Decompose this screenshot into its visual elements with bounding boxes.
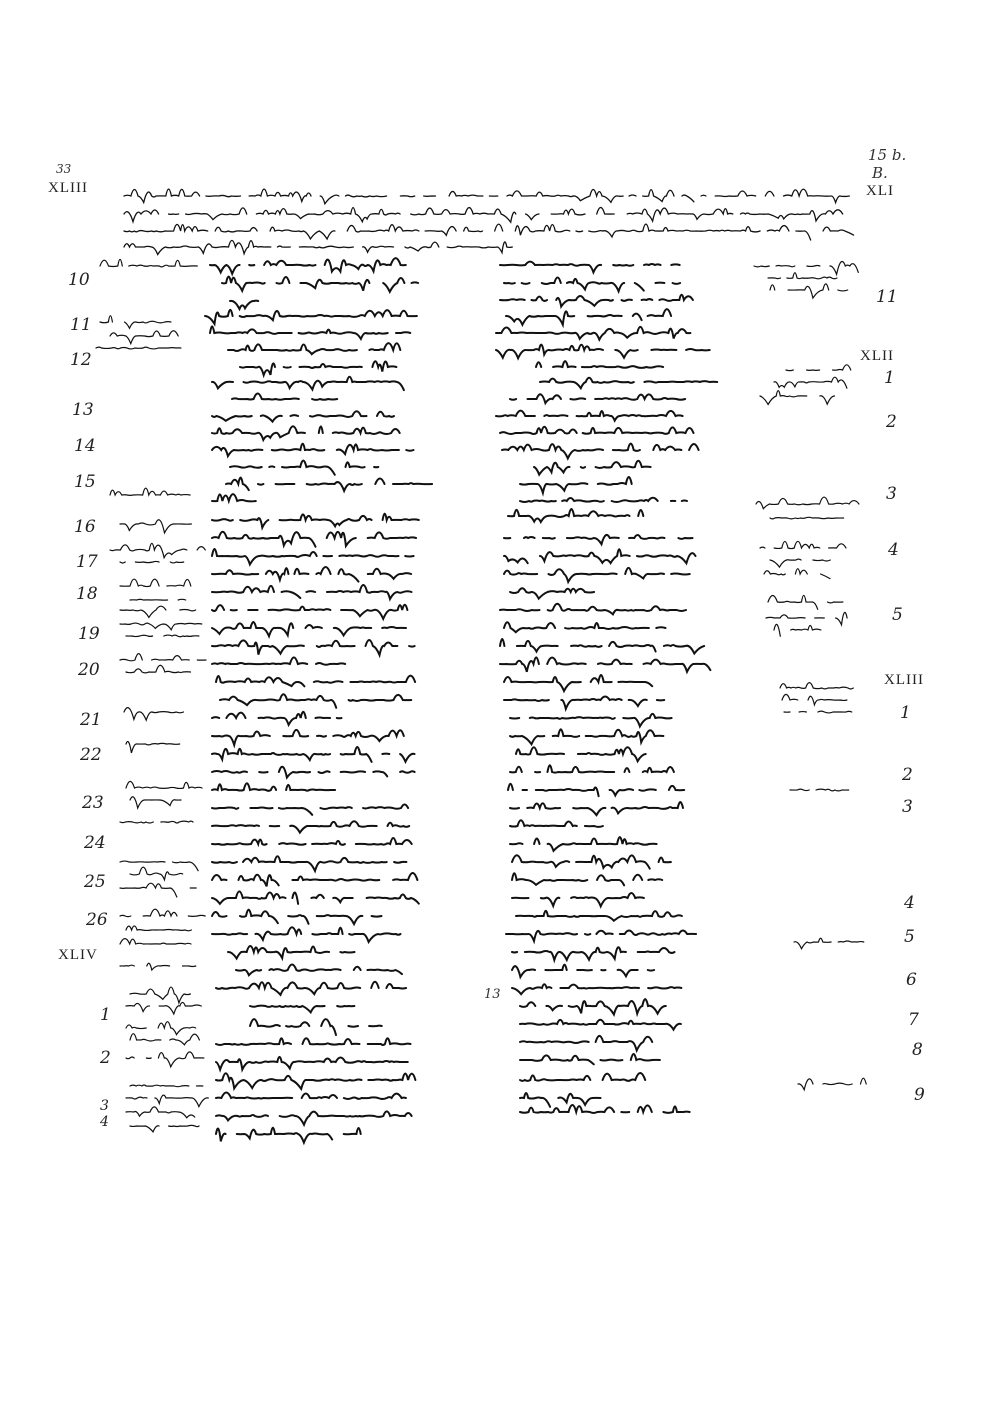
left-margin-note xyxy=(96,347,181,349)
right-margin-note xyxy=(774,624,821,636)
right-column-script-line xyxy=(516,747,646,761)
left-verse-21: 21 xyxy=(80,710,102,730)
right-column-script-line xyxy=(504,675,660,691)
right-column-script-line xyxy=(508,509,655,522)
header-script-line xyxy=(124,207,854,222)
right-margin-note xyxy=(798,1078,877,1090)
left-margin-note xyxy=(130,987,190,1003)
left-column-script-line xyxy=(212,891,419,904)
left-margin-note xyxy=(126,1052,204,1067)
left-column-script-line xyxy=(212,767,415,778)
right-column-script-line xyxy=(520,1054,672,1064)
right-verse-3b: 3 xyxy=(902,797,913,817)
right-column-script-line xyxy=(516,911,682,921)
left-column-script-line xyxy=(250,1006,354,1013)
right-column-script-line xyxy=(500,295,693,307)
left-column-script-line xyxy=(212,444,414,457)
right-column-script-line xyxy=(500,427,694,434)
left-margin-note xyxy=(100,259,207,267)
left-verse-19: 19 xyxy=(78,624,100,644)
top-left-mark: 33 xyxy=(56,162,72,176)
left-column-script-line xyxy=(236,964,402,975)
right-margin-note xyxy=(786,365,862,371)
right-margin-note xyxy=(770,284,862,298)
right-column-script-line xyxy=(496,345,723,359)
right-verse-11: 11 xyxy=(876,287,898,307)
left-column-script-line xyxy=(212,927,401,942)
left-margin-note xyxy=(130,797,181,808)
right-column-script-line xyxy=(512,947,681,960)
left-column-script-line xyxy=(205,310,417,324)
right-column-script-line xyxy=(504,696,664,708)
left-column-script-line xyxy=(216,1111,412,1124)
left-verse-10: 10 xyxy=(68,270,90,290)
right-column-script-line xyxy=(496,327,690,340)
right-column-script-line xyxy=(520,477,632,493)
left-margin-note xyxy=(124,708,193,721)
folio-letter: B. xyxy=(872,164,888,182)
left-column-script-line xyxy=(212,657,345,664)
right-margin-note xyxy=(774,377,847,388)
left-verse-14: 14 xyxy=(74,436,96,456)
right-margin-note xyxy=(754,262,868,275)
left-column-script-line xyxy=(212,873,417,886)
right-verse-6: 6 xyxy=(906,970,917,990)
left-column-script-line xyxy=(212,622,417,636)
right-column-script-line xyxy=(510,729,663,744)
left-column-script-line xyxy=(222,277,424,292)
right-verse-1b: 1 xyxy=(900,703,911,723)
right-column-script-line xyxy=(500,262,689,273)
right-margin-note xyxy=(794,938,864,948)
left-column-script-line xyxy=(212,426,400,440)
left-margin-note xyxy=(120,520,191,533)
left-column-script-line xyxy=(212,838,419,845)
right-verse-5b: 5 xyxy=(904,927,915,947)
left-column-script-line xyxy=(210,326,410,339)
left-margin-note xyxy=(120,963,196,970)
right-verse-7: 7 xyxy=(908,1010,919,1030)
right-margin-note xyxy=(764,569,830,579)
left-column-script-line xyxy=(220,694,411,708)
left-verse-16: 16 xyxy=(74,517,96,537)
left-margin-note xyxy=(126,1002,201,1014)
right-column-script-line xyxy=(504,278,680,292)
header-script-line xyxy=(124,240,523,254)
right-column-script-line xyxy=(512,965,654,977)
left-column-script-line xyxy=(216,1038,411,1045)
right-column-script-line xyxy=(500,604,693,615)
right-column-script-line xyxy=(520,1073,645,1081)
right-verse-4b: 4 xyxy=(904,893,915,913)
left-verse-24: 24 xyxy=(84,833,106,853)
left-margin-note xyxy=(110,488,190,495)
right-column-script-line xyxy=(510,837,657,851)
right-column-script-line xyxy=(520,1105,703,1113)
left-verse-18: 18 xyxy=(76,584,98,604)
left-chapter-heading: XLIV xyxy=(58,947,98,963)
right-column-script-line xyxy=(510,394,697,403)
left-margin-note xyxy=(130,1085,203,1087)
right-column-script-line xyxy=(540,378,717,389)
right-verse-3a: 3 xyxy=(886,484,897,504)
right-verse-2b: 2 xyxy=(902,765,913,785)
right-verse-4a: 4 xyxy=(888,540,899,560)
right-column-script-line xyxy=(504,568,690,582)
left-column-script-line xyxy=(212,730,417,745)
left-column-script-line xyxy=(228,343,400,354)
right-column-script-line xyxy=(534,461,651,475)
left-column-script-line xyxy=(212,532,416,547)
left-column-script-line xyxy=(210,258,420,274)
left-margin-note xyxy=(120,883,196,897)
left-column-script-line xyxy=(212,783,346,791)
left-column-script-line xyxy=(212,712,342,725)
header-script-line xyxy=(124,189,849,204)
left-margin-note xyxy=(130,599,197,600)
left-column-script-line xyxy=(212,585,412,599)
left-margin-note xyxy=(120,821,193,823)
left-margin-note xyxy=(126,742,191,753)
right-column-script-line xyxy=(496,411,683,421)
left-column-script-line xyxy=(226,478,432,491)
left-margin-note xyxy=(126,1022,196,1035)
left-column-script-line xyxy=(228,946,364,958)
left-margin-note xyxy=(120,654,206,661)
right-column-script-line xyxy=(500,639,718,654)
right-margin-note xyxy=(784,711,852,713)
right-column-script-line xyxy=(506,309,671,325)
right-margin-note xyxy=(760,391,835,405)
left-column-script-line xyxy=(216,1128,361,1143)
left-verse-23: 23 xyxy=(82,793,104,813)
right-chapter-xlii: XLII xyxy=(860,348,894,364)
left-column-script-line xyxy=(212,640,415,655)
right-column-script-line xyxy=(504,549,696,563)
left-column-script-line xyxy=(212,605,407,619)
folio-number: 15 b. xyxy=(868,146,907,164)
left-column-script-line xyxy=(216,1092,415,1099)
left-margin-note xyxy=(126,1095,208,1107)
left-margin-note xyxy=(126,635,199,637)
left-column-script-line xyxy=(212,821,416,832)
left-margin-note xyxy=(110,331,187,344)
left-margin-note xyxy=(120,623,202,630)
left-margin-note xyxy=(110,543,205,557)
left-margin-note xyxy=(120,861,209,871)
left-column-script-line xyxy=(212,856,406,871)
left-verse-15: 15 xyxy=(74,472,96,492)
right-column-script-line xyxy=(510,802,683,815)
left-margin-note xyxy=(126,1107,206,1118)
left-verse-26: 26 xyxy=(86,910,108,930)
left-column-script-line xyxy=(230,461,390,475)
left-column-script-line xyxy=(212,805,408,815)
right-column-script-line xyxy=(504,622,676,632)
right-margin-note xyxy=(790,789,861,791)
right-verse-1a: 1 xyxy=(884,368,895,388)
left-margin-note xyxy=(126,926,205,931)
left-verse-12: 12 xyxy=(70,350,92,370)
header-script-line xyxy=(124,224,854,240)
right-column-script-line xyxy=(512,893,644,906)
left-margin-note xyxy=(120,579,191,587)
left-verse-2: 2 xyxy=(100,1048,111,1068)
left-column-script-line xyxy=(212,747,415,762)
left-margin-note xyxy=(120,606,196,617)
right-chapter-xliii: XLIII xyxy=(884,672,924,688)
right-column-script-line xyxy=(510,765,674,772)
right-margin-note xyxy=(782,694,857,704)
right-column-script-line xyxy=(506,930,696,941)
left-column-script-line xyxy=(216,982,415,995)
left-margin-note xyxy=(126,665,191,673)
right-column-script-line xyxy=(520,1093,601,1107)
left-margin-note xyxy=(130,1125,199,1132)
left-column-script-line xyxy=(212,377,404,390)
left-verse-25: 25 xyxy=(84,872,106,892)
left-margin-note xyxy=(130,867,183,880)
left-column-script-line xyxy=(250,1019,382,1035)
left-column-script-line xyxy=(212,910,382,925)
left-verse-20: 20 xyxy=(78,660,100,680)
left-column-script-line xyxy=(230,301,264,309)
left-column-script-line xyxy=(212,514,419,528)
left-column-script-line xyxy=(212,494,267,501)
left-verse-13: 13 xyxy=(72,400,94,420)
left-margin-note xyxy=(130,1034,199,1045)
right-margin-note xyxy=(760,541,846,548)
right-column-script-line xyxy=(504,535,693,544)
right-margin-note xyxy=(770,559,842,567)
right-margin-note xyxy=(768,595,850,609)
right-margin-note xyxy=(766,612,847,624)
right-column-script-line xyxy=(508,784,684,797)
right-column-script-line xyxy=(510,820,603,827)
left-column-script-line xyxy=(216,1057,408,1070)
left-verse-4: 4 xyxy=(100,1114,109,1130)
right-column-script-line xyxy=(520,498,687,502)
left-column-script-line xyxy=(240,361,396,375)
bracket-mark: 13 xyxy=(484,987,501,1002)
right-column-script-line xyxy=(512,855,685,868)
right-column-script-line xyxy=(536,361,663,368)
right-column-script-line xyxy=(510,588,594,598)
left-margin-note xyxy=(120,939,202,944)
right-verse-5a: 5 xyxy=(892,605,903,625)
left-verse-11: 11 xyxy=(70,315,92,335)
right-column-script-line xyxy=(500,657,710,671)
right-margin-note xyxy=(756,497,859,509)
left-column-script-line xyxy=(212,411,401,421)
right-verse-8: 8 xyxy=(912,1040,923,1060)
right-column-script-line xyxy=(512,984,681,994)
left-margin-note xyxy=(100,316,182,329)
left-column-script-line xyxy=(212,567,419,582)
left-column-script-line xyxy=(216,1073,415,1089)
left-verse-3: 3 xyxy=(100,1098,109,1114)
left-margin-note xyxy=(120,561,184,563)
right-column-script-line xyxy=(520,1020,681,1030)
right-verse-2a: 2 xyxy=(886,412,897,432)
left-column-script-line xyxy=(212,549,414,564)
right-margin-note xyxy=(768,273,843,279)
right-margin-note xyxy=(770,517,844,519)
left-column-script-line xyxy=(216,676,415,687)
left-verse-1: 1 xyxy=(100,1005,111,1025)
left-verse-17: 17 xyxy=(76,552,98,572)
right-margin-note xyxy=(780,683,853,689)
right-column-script-line xyxy=(510,714,672,727)
right-column-script-line xyxy=(512,873,662,885)
left-column-script-line xyxy=(232,393,337,399)
right-verse-9: 9 xyxy=(914,1085,925,1105)
left-margin-note xyxy=(126,781,213,788)
right-column-script-line xyxy=(520,1036,652,1051)
right-column-script-line xyxy=(520,999,666,1014)
chapter-left-heading: XLIII xyxy=(48,180,88,196)
chapter-right-heading: XLI xyxy=(866,183,894,199)
right-column-script-line xyxy=(502,444,699,459)
left-margin-note xyxy=(120,909,205,917)
left-verse-22: 22 xyxy=(80,745,102,765)
